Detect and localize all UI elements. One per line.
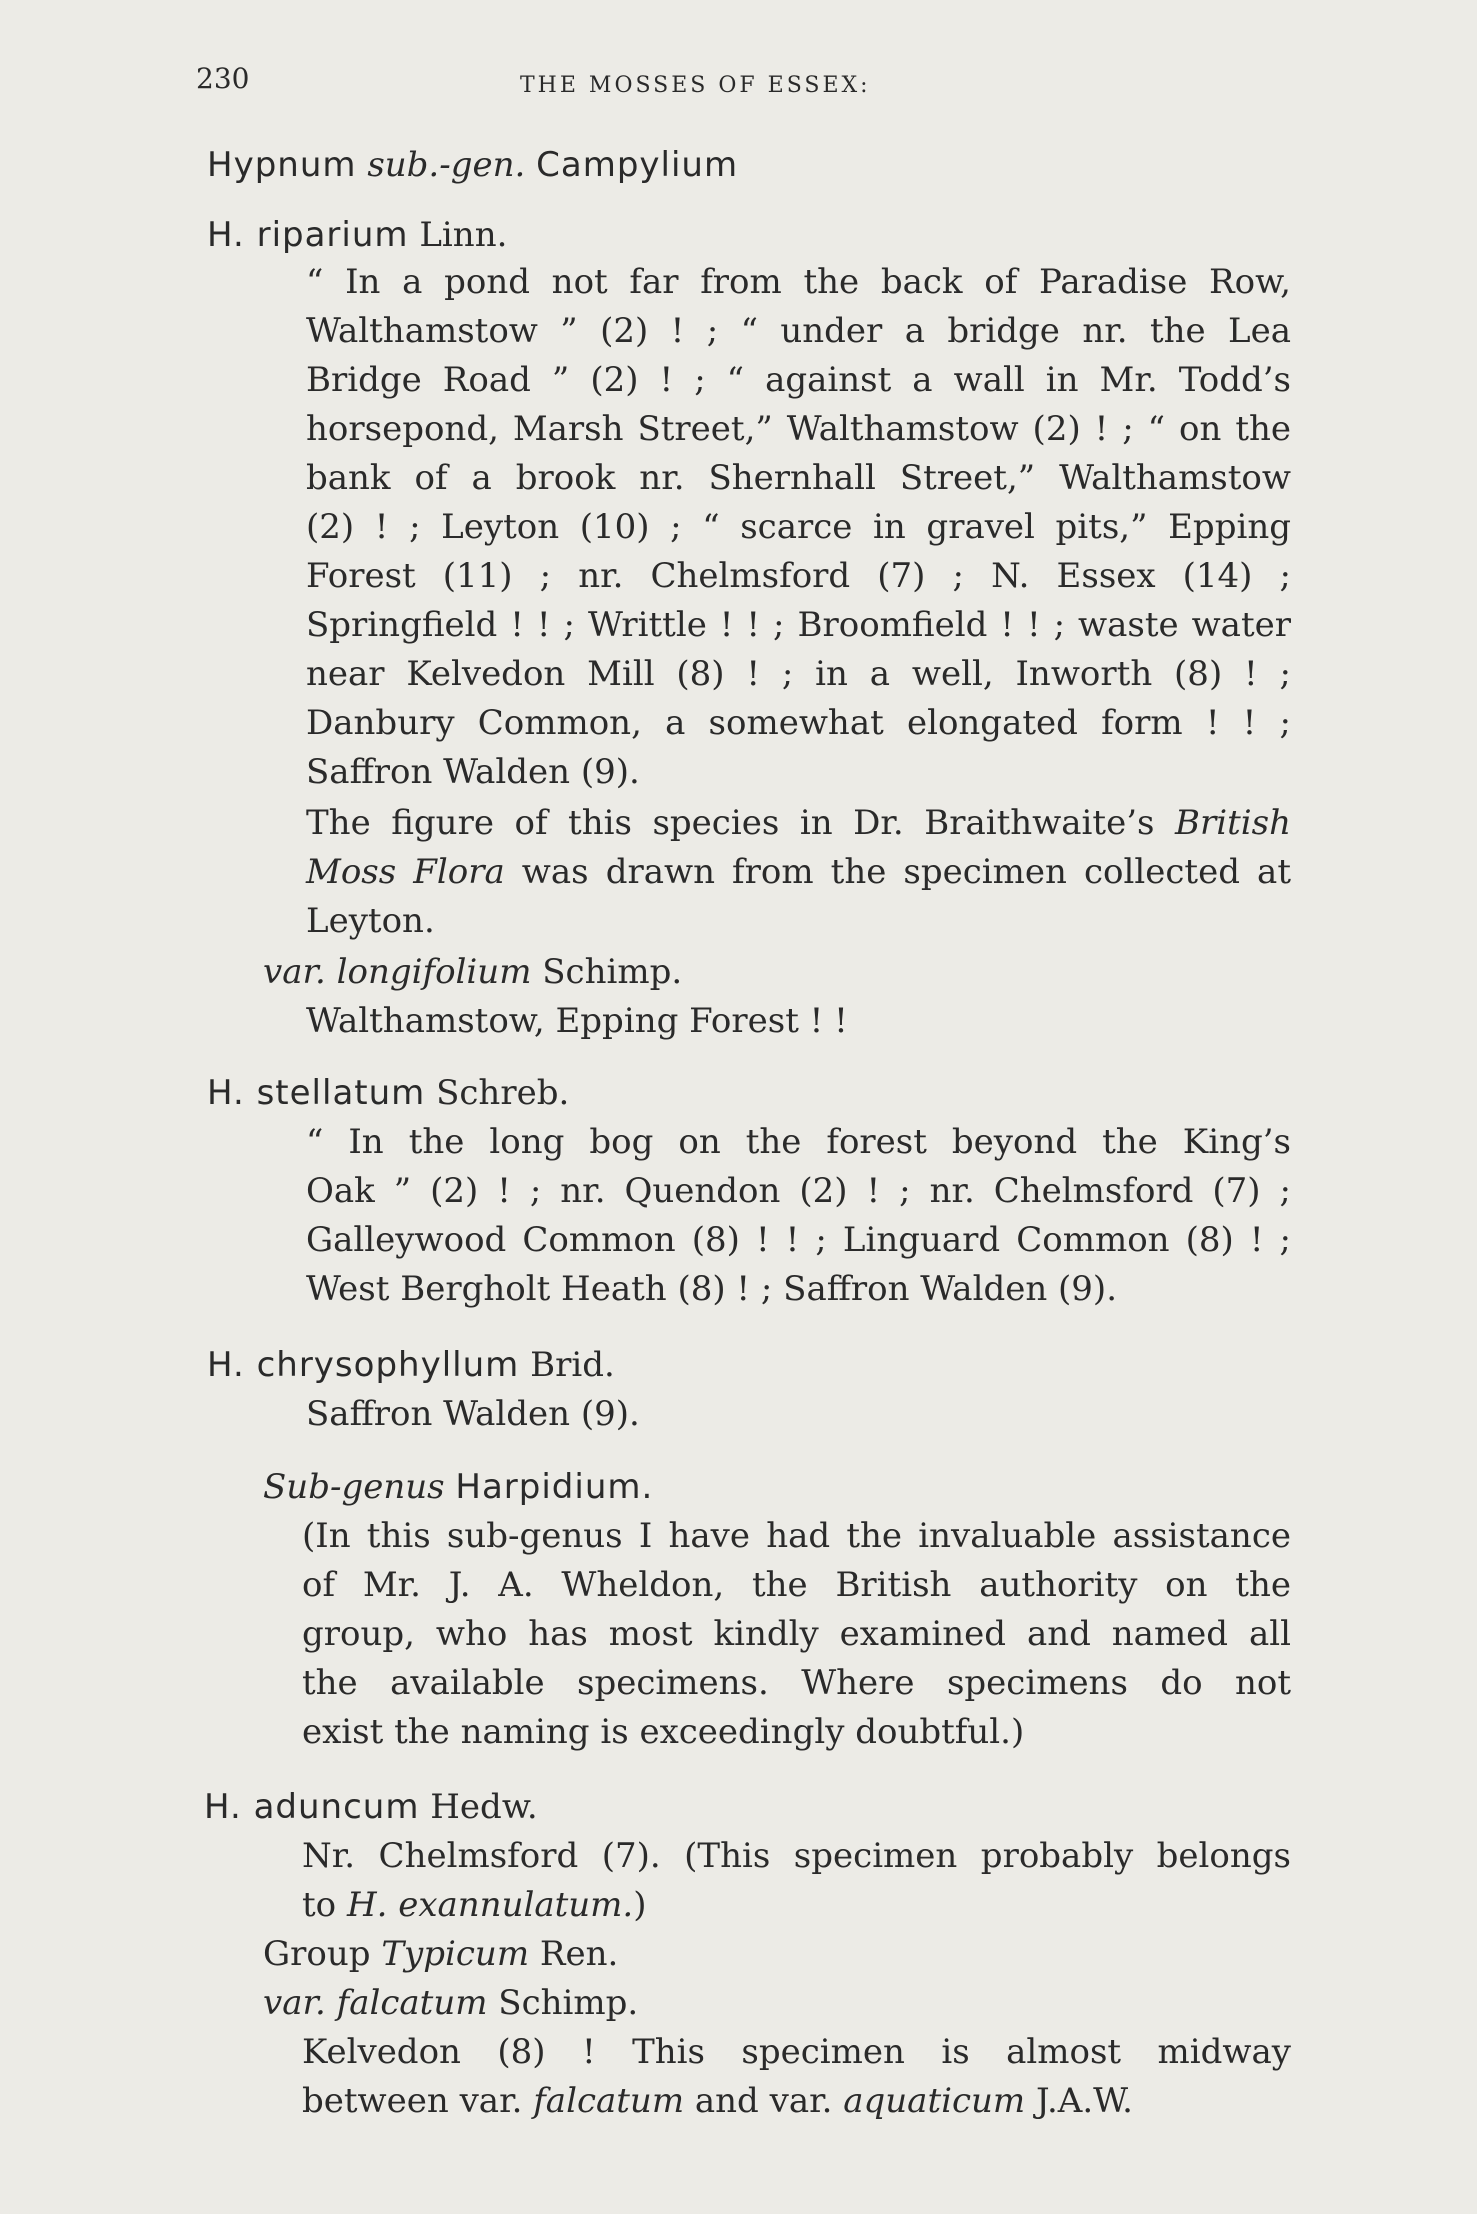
riparium-variety-line: Walthamstow, Epping Forest ! ! (306, 1001, 848, 1041)
variety-name: longifolium (336, 952, 532, 992)
determiner-initials: J.A.W. (1035, 2081, 1133, 2121)
variety-label: var. (263, 1983, 326, 2023)
note-title-italic: Moss Flora (306, 852, 505, 892)
species-heading-chrysophyllum (207, 1344, 615, 1386)
aduncum-group-heading (263, 1933, 618, 1975)
group-authority: Ren. (539, 1934, 619, 1974)
harpidium-line-2: of Mr. J. A. Wheldon, the British authority on the (302, 1565, 1291, 1605)
species-heading-stellatum (207, 1072, 569, 1114)
harpidium-line-5: exist the naming is exceedingly doubtful.) (302, 1712, 1025, 1752)
aduncum-line-3: Kelvedon (8) ! This specimen is almost midway (302, 2032, 1291, 2072)
riparium-line-1: “ In a pond not far from the back of Paradise Row, (306, 262, 1291, 302)
aduncum-variety-heading (263, 1982, 638, 2024)
species-authority: Schreb. (436, 1073, 570, 1113)
stellatum-line-3: Galleywood Common (8) ! ! ; Linguard Common (8) ! ; (306, 1220, 1291, 1260)
variety-name: falcatum (336, 1983, 488, 2023)
variety-authority: Schimp. (498, 1983, 639, 2023)
subgenus-abbr: sub.-gen. (367, 145, 526, 185)
riparium-line-7: Forest (11) ; nr. Chelmsford (7) ; N. Essex (14) ; (306, 556, 1291, 596)
riparium-line-10: Danbury Common, a somewhat elongated form ! ! ; (306, 703, 1291, 743)
species-ref-italic: H. exannulatum. (346, 1885, 634, 1925)
variety-authority: Schimp. (542, 952, 683, 992)
species-name: H. aduncum (204, 1787, 420, 1827)
subgenus-name: Harpidium. (455, 1467, 654, 1507)
stellatum-line-1: “ In the long bog on the forest beyond the King’s (306, 1122, 1291, 1162)
variety-ref-italic: falcatum (533, 2081, 685, 2121)
riparium-line-5: bank of a brook nr. Shernhall Street,” Walthamstow (306, 458, 1291, 498)
aduncum-text: to (302, 1885, 337, 1925)
subgenus-name: Campylium (536, 145, 739, 185)
riparium-line-9: near Kelvedon Mill (8) ! ; in a well, Inworth (8) ! ; (306, 654, 1291, 694)
riparium-line-6: (2) ! ; Leyton (10) ; “ scarce in gravel pits,” Epping (306, 507, 1291, 547)
species-heading-aduncum (204, 1786, 538, 1828)
harpidium-line-1: (In this sub-genus I have had the invaluable assistance (302, 1516, 1291, 1556)
aduncum-line-2 (302, 1884, 647, 1926)
group-name: Typicum (381, 1934, 530, 1974)
stellatum-line-2: Oak ” (2) ! ; nr. Quendon (2) ! ; nr. Chelmsford (7) ; (306, 1171, 1291, 1211)
group-label: Group (263, 1934, 371, 1974)
harpidium-line-4: the available specimens. Where specimens do not (302, 1663, 1291, 1703)
species-name: H. stellatum (207, 1073, 426, 1113)
running-title: THE MOSSES OF ESSEX: (520, 73, 871, 98)
riparium-note-line-1 (306, 802, 1291, 844)
species-authority: Linn. (419, 215, 508, 255)
species-name: H. chrysophyllum (207, 1345, 520, 1385)
riparium-line-4: horsepond, Marsh Street,” Walthamstow (2) ! ; “ on the (306, 409, 1291, 449)
species-name: H. riparium (207, 215, 409, 255)
subgenus-label: Sub-genus (263, 1467, 445, 1507)
genus-name: Hypnum (207, 145, 357, 185)
page-number: 230 (196, 62, 250, 95)
riparium-line-2: Walthamstow ” (2) ! ; “ under a bridge nr. the Lea (306, 311, 1291, 351)
aduncum-line-4 (302, 2080, 1133, 2122)
aduncum-line-1: Nr. Chelmsford (7). (This specimen probably belongs (302, 1836, 1291, 1876)
chrysophyllum-line: Saffron Walden (9). (306, 1394, 640, 1434)
variety-ref-italic: aquaticum (843, 2081, 1026, 2121)
riparium-note-line-3: Leyton. (306, 901, 435, 941)
riparium-note-line-2 (306, 851, 1291, 893)
species-heading-riparium (207, 214, 507, 256)
species-authority: Hedw. (430, 1787, 538, 1827)
riparium-line-8: Springfield ! ! ; Writtle ! ! ; Broomfield ! ! ; waste water (306, 605, 1291, 645)
harpidium-line-3: group, who has most kindly examined and named all (302, 1614, 1291, 1654)
species-authority: Brid. (530, 1345, 615, 1385)
note-text: was drawn from the specimen collected at (521, 852, 1291, 892)
note-title-italic: British (1175, 803, 1291, 843)
stellatum-line-4: West Bergholt Heath (8) ! ; Saffron Walden (9). (306, 1269, 1118, 1309)
riparium-variety-heading (263, 951, 682, 993)
aduncum-text: and var. (694, 2081, 833, 2121)
section-heading (207, 144, 738, 186)
variety-label: var. (263, 952, 326, 992)
note-text: The figure of this species in Dr. Braithwaite’s (306, 803, 1155, 843)
aduncum-text: between var. (302, 2081, 523, 2121)
riparium-line-11: Saffron Walden (9). (306, 752, 640, 792)
aduncum-text: ) (633, 1885, 647, 1925)
riparium-line-3: Bridge Road ” (2) ! ; “ against a wall in Mr. Todd’s (306, 360, 1291, 400)
subgenus-heading-harpidium (263, 1466, 653, 1508)
